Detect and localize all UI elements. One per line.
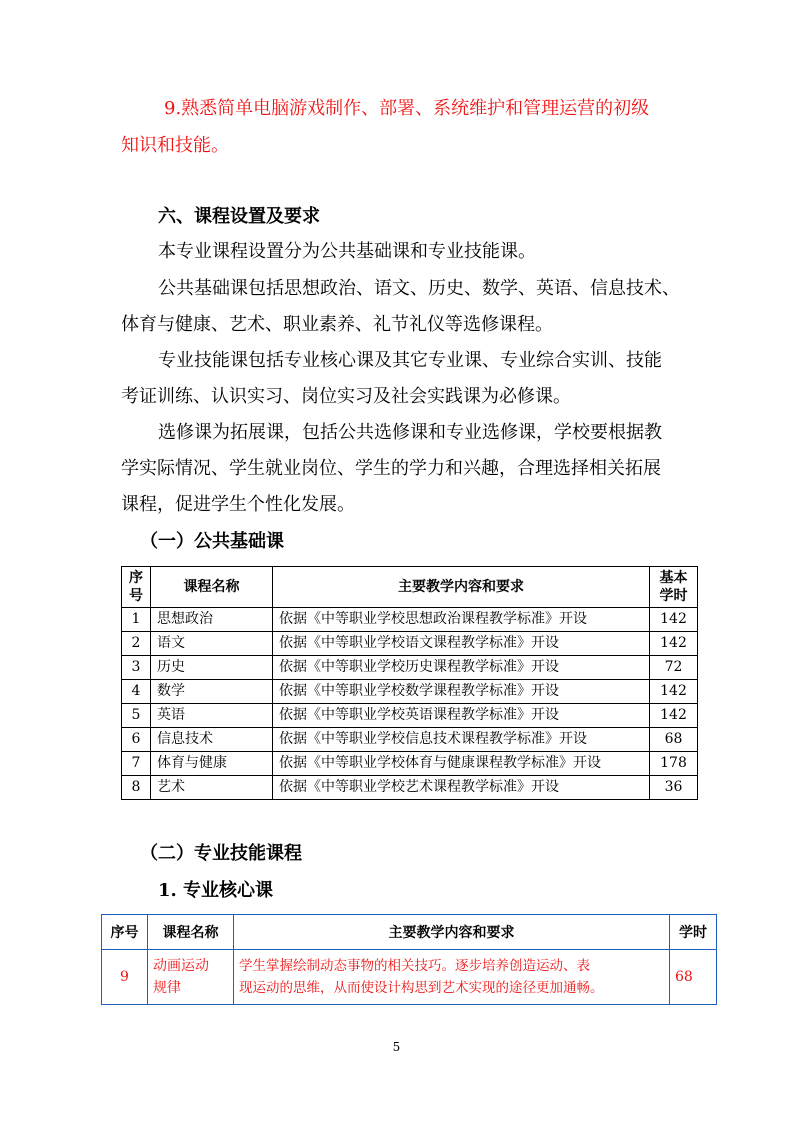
table-row (122, 608, 698, 632)
cell-no: 6 (122, 728, 151, 752)
page-number: 5 (392, 1040, 401, 1054)
cell-no: 3 (122, 656, 151, 680)
cell-no: 5 (122, 704, 151, 728)
cell-course-name: 信息技术 (151, 728, 273, 752)
intro-line-1: 9.熟悉简单电脑游戏制作、部署、系统维护和管理运营的初级 (164, 98, 650, 119)
table-row (122, 680, 698, 704)
cell-hours: 178 (650, 752, 698, 776)
table-row (122, 656, 698, 680)
table-header-row (122, 567, 698, 608)
cell-no: 8 (122, 776, 151, 800)
cell-hours: 142 (650, 704, 698, 728)
skill-courses-heading: （二）专业技能课程 (140, 843, 302, 864)
section-6-paragraph-4-line-3: 课程，促进学生个性化发展。 (121, 494, 355, 515)
table-row (122, 752, 698, 776)
public-courses-heading: （一）公共基础课 (140, 531, 284, 552)
cell-hours: 36 (650, 776, 698, 800)
cell-course-name: 思想政治 (151, 608, 273, 632)
section-6-paragraph-4-line-2: 学实际情况、学生就业岗位、学生的学力和兴趣，合理选择相关拓展 (121, 458, 661, 479)
cell-content: 依据《中等职业学校历史课程教学标准》开设 (273, 656, 650, 680)
cell-content: 依据《中等职业学校信息技术课程教学标准》开设 (273, 728, 650, 752)
header-course-name: 课程名称 (148, 915, 234, 950)
cell-content: 依据《中等职业学校英语课程教学标准》开设 (273, 704, 650, 728)
cell-hours: 142 (650, 680, 698, 704)
cell-course-name: 历史 (151, 656, 273, 680)
cell-course-name: 动画运动 规律 (148, 950, 234, 1005)
table-row (122, 704, 698, 728)
table-row (122, 632, 698, 656)
cell-content: 依据《中等职业学校体育与健康课程教学标准》开设 (273, 752, 650, 776)
cell-hours: 68 (650, 728, 698, 752)
header-course-name: 课程名称 (151, 567, 273, 608)
cell-hours: 68 (670, 950, 717, 1005)
cell-no: 7 (122, 752, 151, 776)
cell-no: 9 (102, 950, 148, 1005)
cell-content: 依据《中等职业学校语文课程教学标准》开设 (273, 632, 650, 656)
section-6-paragraph-1: 本专业课程设置分为公共基础课和专业技能课。 (158, 241, 536, 262)
cell-no: 2 (122, 632, 151, 656)
cell-course-name: 英语 (151, 704, 273, 728)
header-no: 序号 (102, 915, 148, 950)
core-courses-heading: 1. 专业核心课 (158, 880, 274, 901)
cell-content: 依据《中等职业学校思想政治课程教学标准》开设 (273, 608, 650, 632)
section-6-paragraph-3-line-1: 专业技能课包括专业核心课及其它专业课、专业综合实训、技能 (158, 350, 662, 371)
cell-course-name: 体育与健康 (151, 752, 273, 776)
section-6-paragraph-2-line-2: 体育与健康、艺术、职业素养、礼节礼仪等选修课程。 (121, 314, 553, 335)
cell-no: 4 (122, 680, 151, 704)
header-content: 主要教学内容和要求 (273, 567, 650, 608)
header-content: 主要教学内容和要求 (234, 915, 670, 950)
header-hours: 学时 (670, 915, 717, 950)
cell-hours: 142 (650, 608, 698, 632)
table-row (102, 950, 717, 1005)
cell-content: 学生掌握绘制动态事物的相关技巧。逐步培养创造运动、表 现运动的思维，从而使设计构思到艺术实现的途径更加通畅。 (234, 950, 670, 1005)
table-row (122, 776, 698, 800)
header-no: 序 号 (122, 567, 151, 608)
cell-course-name: 数学 (151, 680, 273, 704)
section-6-heading: 六、课程设置及要求 (158, 206, 320, 227)
cell-hours: 72 (650, 656, 698, 680)
cell-no: 1 (122, 608, 151, 632)
section-6-paragraph-4-line-1: 选修课为拓展课，包括公共选修课和专业选修课，学校要根据教 (158, 422, 662, 443)
public-courses-table (121, 566, 698, 800)
section-6-paragraph-2-line-1: 公共基础课包括思想政治、语文、历史、数学、英语、信息技术、 (158, 278, 680, 299)
header-hours: 基本 学时 (650, 567, 698, 608)
core-courses-table (101, 914, 717, 1005)
cell-hours: 142 (650, 632, 698, 656)
cell-content: 依据《中等职业学校数学课程教学标准》开设 (273, 680, 650, 704)
section-6-paragraph-3-line-2: 考证训练、认识实习、岗位实习及社会实践课为必修课。 (121, 386, 571, 407)
table-row (122, 728, 698, 752)
cell-course-name: 语文 (151, 632, 273, 656)
intro-line-2: 知识和技能。 (121, 135, 229, 156)
table-header-row (102, 915, 717, 950)
cell-course-name: 艺术 (151, 776, 273, 800)
cell-content: 依据《中等职业学校艺术课程教学标准》开设 (273, 776, 650, 800)
